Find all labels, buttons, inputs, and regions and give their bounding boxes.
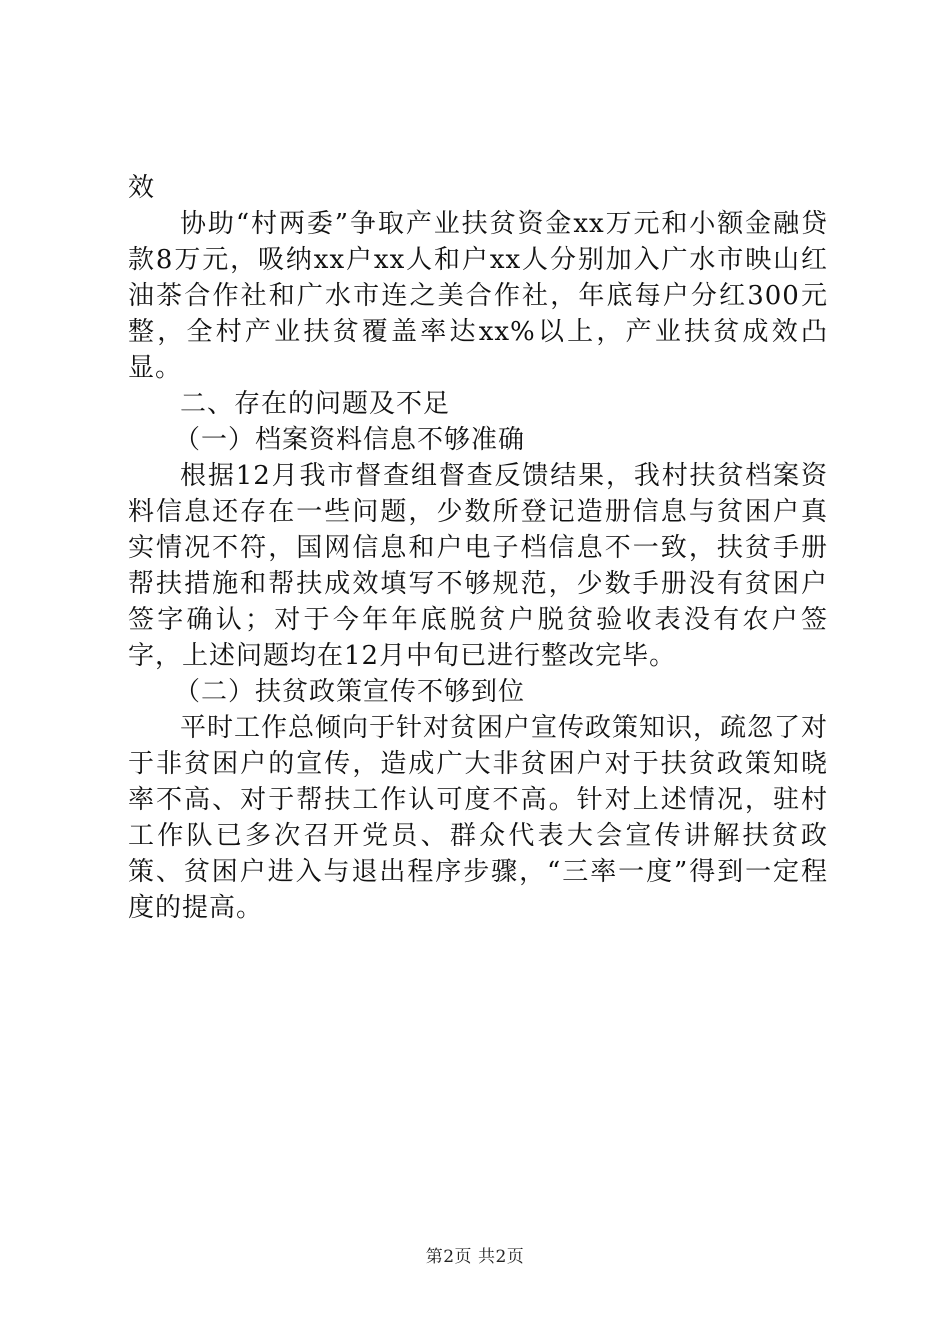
paragraph-policy-publicity: 平时工作总倾向于针对贫困户宣传政策知识，疏忽了对于非贫困户的宣传，造成广大非贫困户对于扶贫政策知晓率不高、对于帮扶工作认可度不高。针对上述情况，驻村工作队已多次召开党员、群众代表大会宣传讲解扶贫政策、贫困户进入与退出程序步骤，“三率一度”得到一定程度的提高。 (128, 713, 829, 923)
document-body (128, 170, 828, 926)
subheading-policy-publicity: （二）扶贫政策宣传不够到位 (174, 677, 526, 707)
subheading-archive-info: （一）档案资料信息不够准确 (174, 425, 526, 455)
page-number-footer: 第2页 共2页 (425, 1247, 525, 1267)
paragraph-industry-poverty-alleviation: 协助“村两委”争取产业扶贫资金xx万元和小额金融贷款8万元，吸纳xx户xx人和户xx人分别加入广水市映山红油茶合作社和广水市连之美合作社，年底每户分红300元整，全村产业扶贫覆盖率达xx%以上，产业扶贫成效凸显。 (128, 209, 828, 383)
paragraph-continuation: 效 (128, 173, 156, 203)
paragraph-archive-info: 根据12月我市督查组督查反馈结果，我村扶贫档案资料信息还存在一些问题，少数所登记造册信息与贫困户真实情况不符，国网信息和户电子档信息不一致，扶贫手册帮扶措施和帮扶成效填写不够规范，少数手册没有贫困户签字确认；对于今年年底脱贫户脱贫验收表没有农户签字，上述问题均在12月中旬已进行整改完毕。 (128, 461, 828, 671)
section-heading-problems: 二、存在的问题及不足 (180, 389, 451, 419)
